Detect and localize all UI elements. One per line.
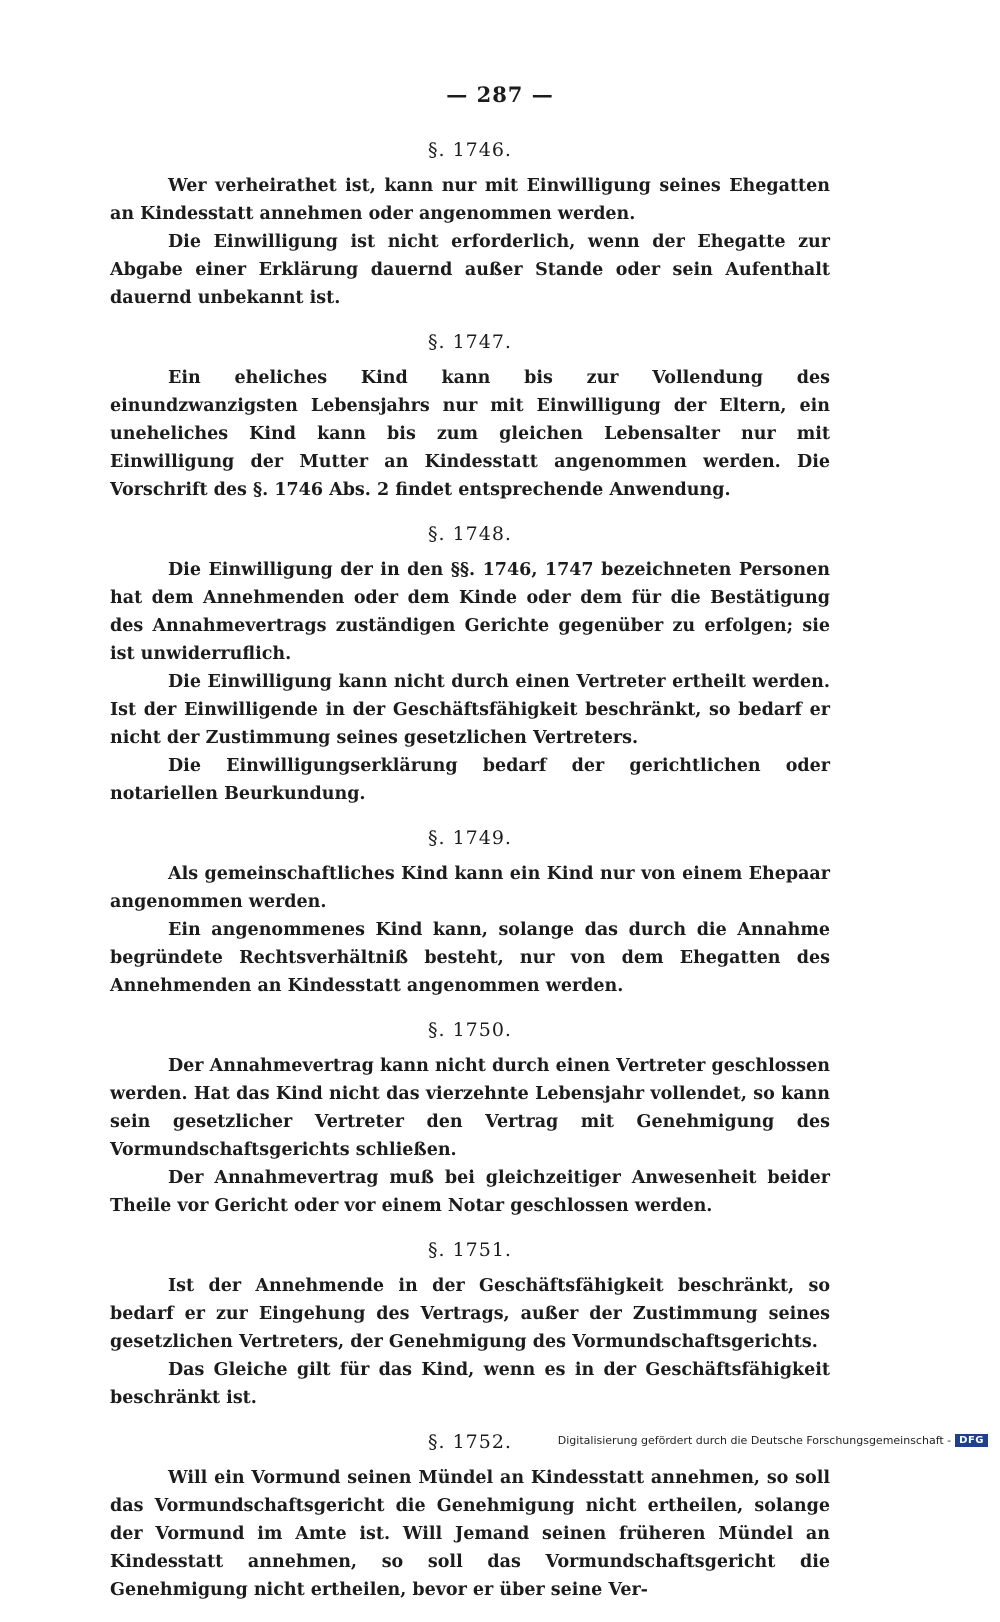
section-1749 [110, 826, 830, 1000]
paragraph: Ist der Annehmende in der Geschäftsfähigkeit beschränkt, so bedarf er zur Eingehung des Vertrags, außer der Zustimmung seines gesetzlichen Vertreters, der Genehmigung des Vormundschaftsgerichts. [110, 1276, 830, 1352]
paragraph: Wer verheirathet ist, kann nur mit Einwilligung seines Ehegatten an Kindesstatt annehmen oder angenommen werden. [110, 176, 830, 224]
paragraph: Ein eheliches Kind kann bis zur Vollendung des einundzwanzigsten Lebensjahrs nur mit Einwilligung der Eltern, ein uneheliches Kind kann bis zum gleichen Lebensalter nur mit Einwilligung der Mutter an Kindesstatt angenommen werden. Die Vorschrift des §. 1746 Abs. 2 findet entsprechende Anwendung. [110, 368, 830, 500]
paragraph: Die Einwilligung ist nicht erforderlich, wenn der Ehegatte zur Abgabe einer Erklärung dauernd außer Stande oder sein Aufenthalt dauernd unbekannt ist. [110, 232, 830, 308]
section-heading: §. 1749. [428, 827, 512, 849]
page-number: — 287 — [446, 82, 554, 107]
text-column [110, 138, 830, 1622]
section-heading: §. 1748. [428, 523, 512, 545]
section-1748 [110, 522, 830, 808]
digitization-footer [558, 1434, 988, 1447]
paragraph: Der Annahmevertrag muß bei gleichzeitiger Anwesenheit beider Theile vor Gericht oder vor einem Notar geschlossen werden. [110, 1168, 830, 1216]
footer-text: Digitalisierung gefördert durch die Deutsche Forschungsgemeinschaft - [557, 1434, 952, 1447]
paragraph: Die Einwilligungserklärung bedarf der gerichtlichen oder notariellen Beurkundung. [110, 756, 830, 804]
section-1752 [110, 1430, 830, 1604]
section-1747 [110, 330, 830, 504]
section-heading: §. 1750. [428, 1019, 512, 1041]
section-heading: §. 1747. [428, 331, 512, 353]
dfg-logo: DFG [955, 1434, 988, 1447]
section-1746 [110, 138, 830, 312]
section-heading: §. 1746. [428, 139, 512, 161]
paragraph: Das Gleiche gilt für das Kind, wenn es in der Geschäftsfähigkeit beschränkt ist. [110, 1360, 830, 1408]
paragraph: Der Annahmevertrag kann nicht durch einen Vertreter geschlossen werden. Hat das Kind nicht das vierzehnte Lebensjahr vollendet, so kann sein gesetzlicher Vertreter den Vertrag mit Genehmigung des Vormundschaftsgerichts schließen. [110, 1056, 830, 1160]
section-heading: §. 1751. [428, 1239, 512, 1261]
paragraph: Als gemeinschaftliches Kind kann ein Kind nur von einem Ehepaar angenommen werden. [110, 864, 830, 912]
paragraph: Die Einwilligung der in den §§. 1746, 1747 bezeichneten Personen hat dem Annehmenden oder dem Kinde oder dem für die Bestätigung des Annahmevertrags zuständigen Gerichte gegenüber zu erfolgen; sie ist unwiderruflich. [110, 560, 830, 664]
paragraph: Die Einwilligung kann nicht durch einen Vertreter ertheilt werden. Ist der Einwilligende in der Geschäftsfähigkeit beschränkt, so bedarf er nicht der Zustimmung seines gesetzlichen Vertreters. [110, 672, 830, 748]
section-1751 [110, 1238, 830, 1412]
section-1750 [110, 1018, 830, 1220]
paragraph: Ein angenommenes Kind kann, solange das durch die Annahme begründete Rechtsverhältniß besteht, nur von dem Ehegatten des Annehmenden an Kindesstatt angenommen werden. [110, 920, 830, 996]
paragraph: Will ein Vormund seinen Mündel an Kindesstatt annehmen, so soll das Vormundschaftsgericht die Genehmigung nicht ertheilen, solange der Vormund im Amte ist. Will Jemand seinen früheren Mündel an Kindesstatt annehmen, so soll das Vormundschaftsgericht die Genehmigung nicht ertheilen, bevor er über seine Ver- [110, 1468, 830, 1600]
section-heading: §. 1752. [428, 1431, 512, 1453]
